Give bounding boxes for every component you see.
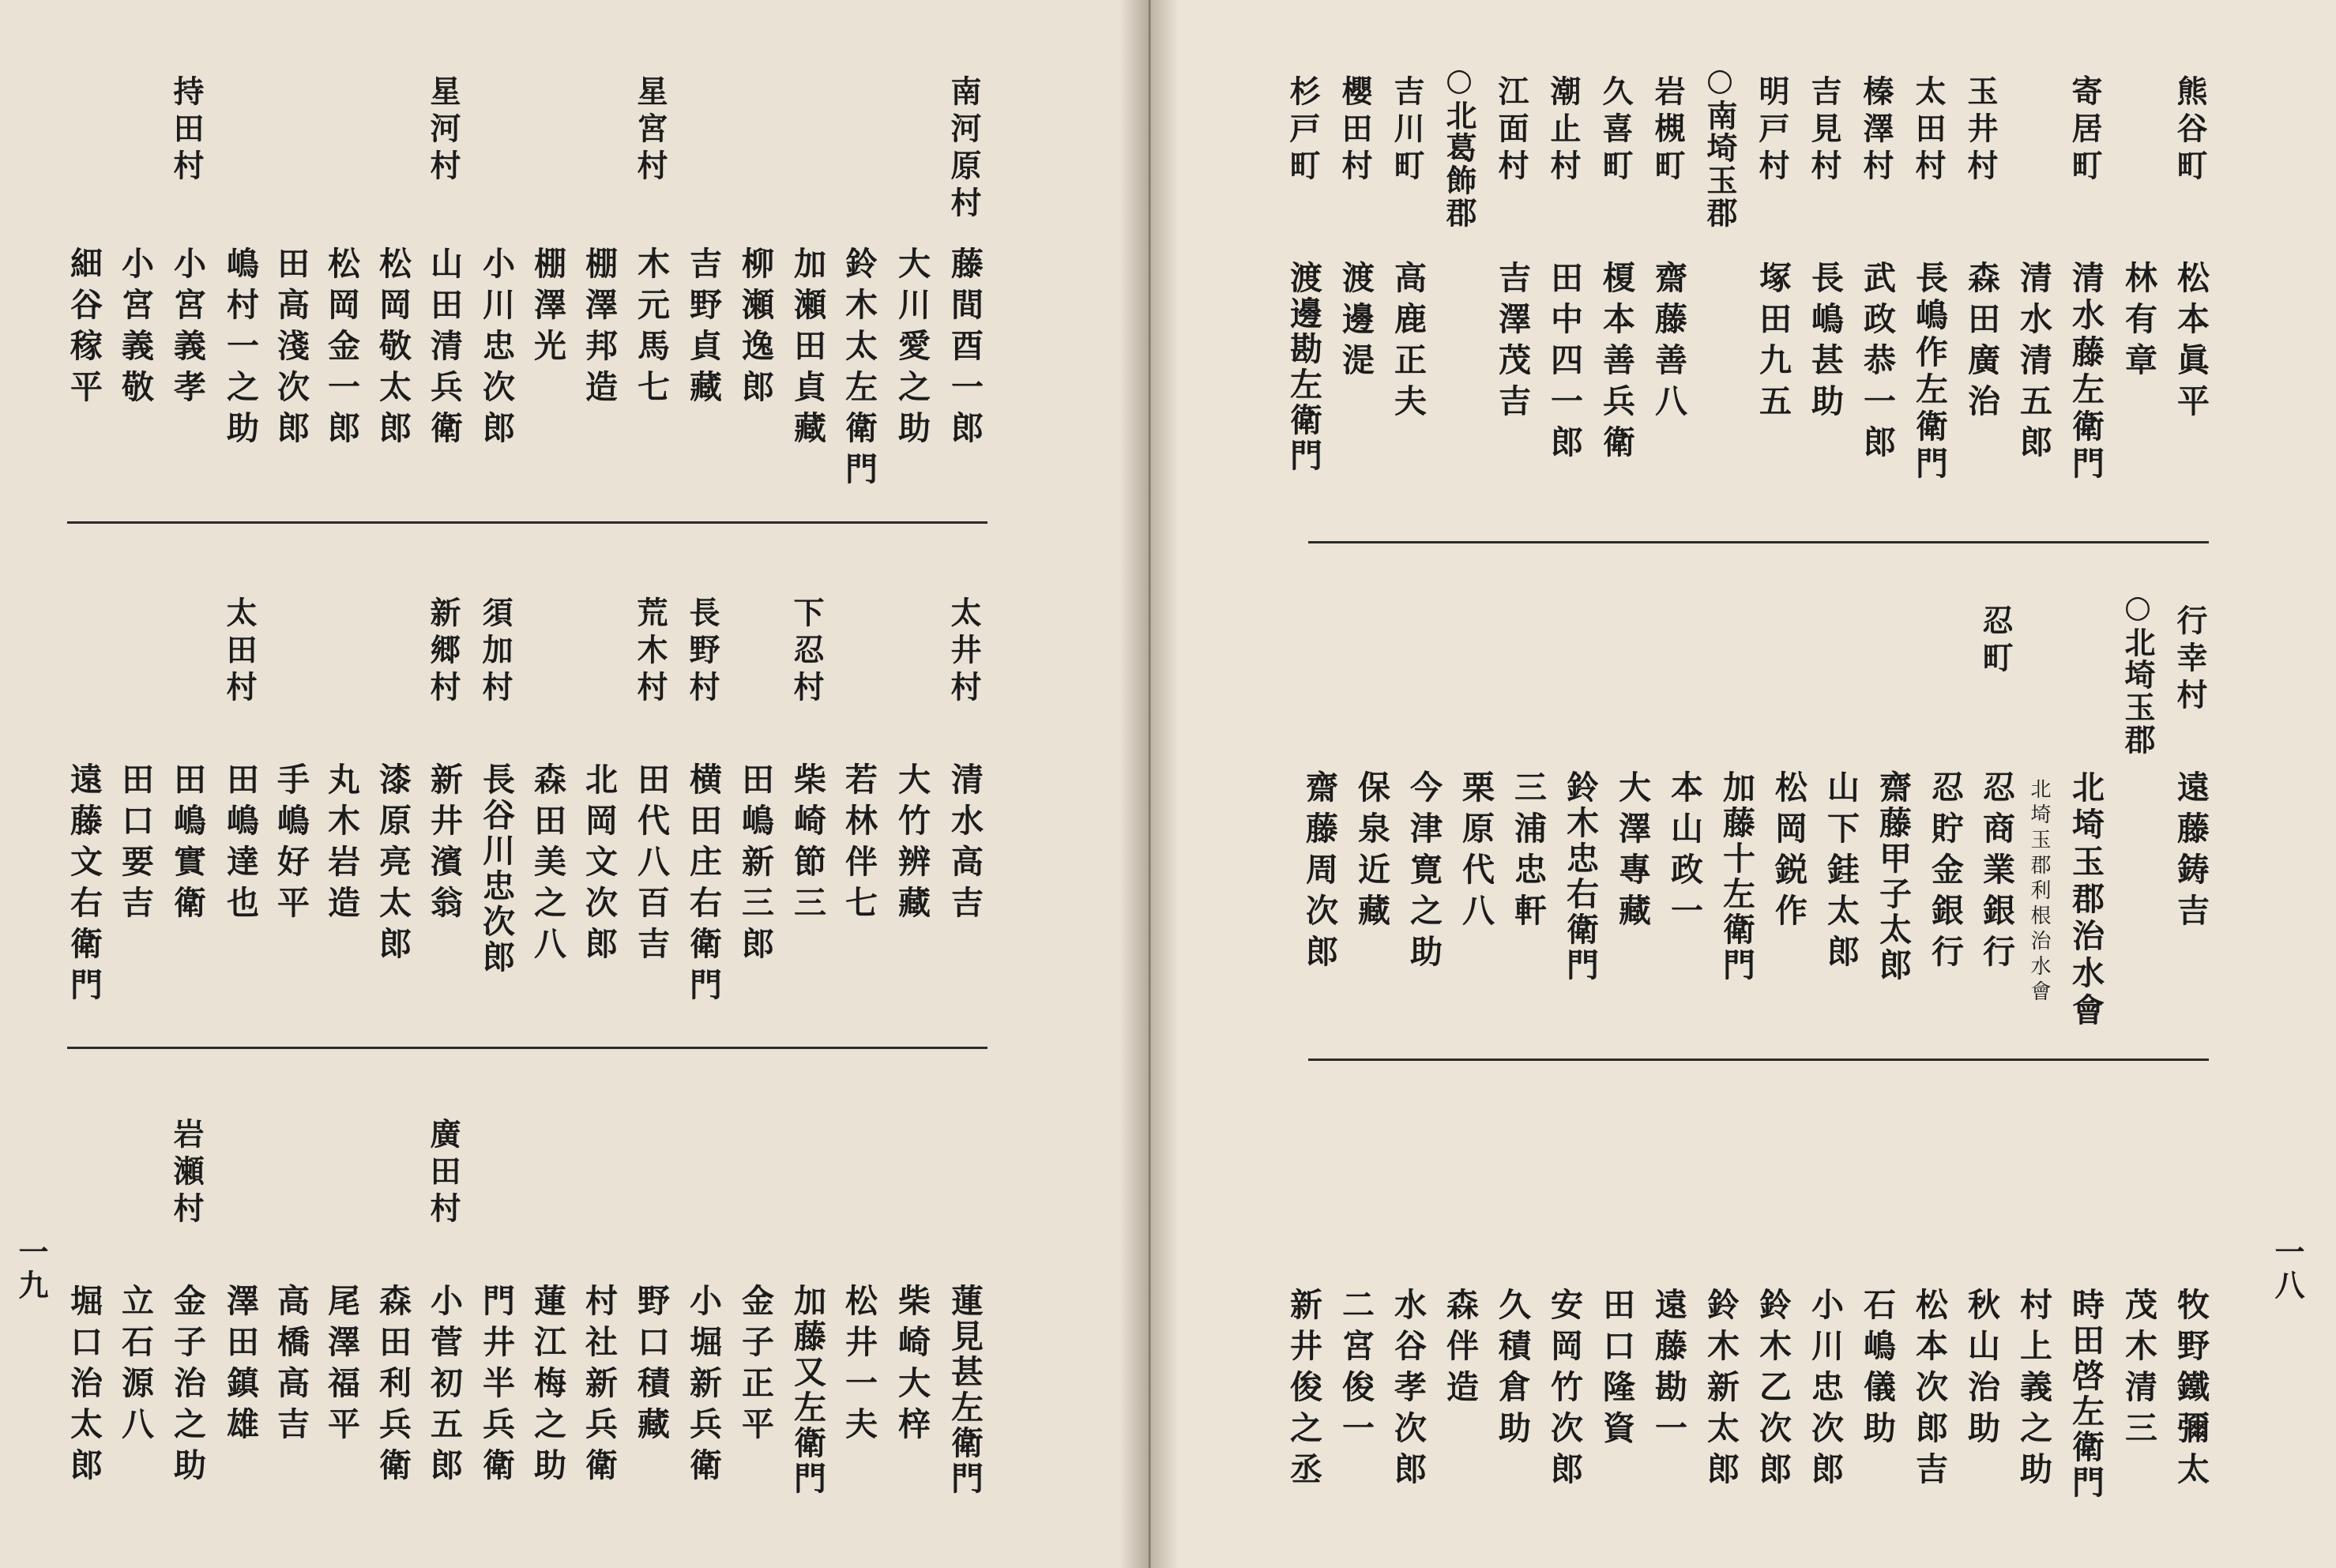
- person-name: 森伴造: [1441, 1288, 1479, 1411]
- person-name: 山下銈太郎: [1822, 770, 1860, 976]
- place-label: 新郷村: [425, 596, 461, 708]
- person-name: 柳瀬逸郎: [736, 246, 774, 411]
- place-label: 行幸村: [2172, 604, 2208, 716]
- place-label: 江面村: [1493, 75, 1529, 186]
- district-label: ○南埼玉郡: [1702, 62, 1738, 229]
- section-divider: [1308, 541, 2209, 543]
- page-number: 一九: [13, 1236, 49, 1303]
- person-name: 石嶋儀助: [1858, 1288, 1896, 1452]
- person-name: 清水藤左衛門: [2067, 261, 2105, 483]
- place-label: 下忍村: [788, 596, 825, 708]
- person-name: 小川忠次郎: [1806, 1288, 1844, 1493]
- person-name: 保泉近藏: [1352, 770, 1390, 934]
- person-name: 新井濱翁: [425, 762, 463, 927]
- person-name: 加藤十左衛門: [1717, 770, 1755, 983]
- section-divider: [67, 521, 987, 524]
- person-name: 加瀬田貞藏: [788, 246, 826, 452]
- person-name: 久積倉助: [1493, 1288, 1531, 1452]
- person-name: 小堀新兵衛: [684, 1284, 722, 1489]
- person-name: 新井俊之丞: [1285, 1288, 1322, 1493]
- person-name: 松井一夫: [840, 1284, 878, 1448]
- person-name: 田嶋新三郎: [736, 762, 774, 968]
- person-name: 高鹿正夫: [1389, 261, 1427, 425]
- person-name: 柴崎大梓: [893, 1284, 931, 1448]
- person-name: 田中四一郎: [1545, 261, 1583, 466]
- place-label: 太井村: [946, 596, 982, 708]
- person-name: 若林伴七: [840, 762, 878, 927]
- person-name: 塚田九五: [1754, 261, 1792, 425]
- section-divider: [1308, 1058, 2209, 1061]
- person-name: 田嶋實衛: [168, 762, 206, 927]
- person-name: 横田庄右衛門: [684, 762, 722, 1009]
- person-name: 鈴木新太郎: [1702, 1288, 1740, 1493]
- person-name: 小宮義孝: [168, 246, 206, 411]
- person-name: 林有章: [2120, 261, 2157, 384]
- person-name: 忍貯金銀行: [1926, 770, 1964, 976]
- person-name: 長嶋甚助: [1806, 261, 1844, 425]
- person-name: 秋山治助: [1962, 1288, 2000, 1452]
- person-name: 柴崎節三: [788, 762, 826, 927]
- place-label: 長野村: [684, 596, 720, 708]
- person-name: 栗原代八: [1457, 770, 1495, 934]
- person-name: 堀口治太郎: [65, 1284, 103, 1489]
- person-name: 村社新兵衛: [580, 1284, 618, 1489]
- place-label: 玉井村: [1962, 75, 1999, 186]
- person-name: 齋藤甲子太郎: [1874, 770, 1912, 983]
- person-name: 田代八百吉: [632, 762, 670, 968]
- person-name: 清水清五郎: [2014, 261, 2052, 466]
- person-name: 遠藤文右衛門: [65, 762, 103, 1009]
- person-name: 渡邊勘左衛門: [1285, 261, 1322, 474]
- person-name: 渡邊湜: [1337, 261, 1375, 384]
- person-name: 安岡竹次郎: [1545, 1288, 1583, 1493]
- place-label: 潮止村: [1545, 75, 1582, 186]
- place-label: 吉川町: [1389, 75, 1425, 186]
- district-label: ○北埼玉郡: [2120, 588, 2156, 756]
- person-name: 大川愛之助: [893, 246, 931, 452]
- person-name: 齋藤周次郎: [1300, 770, 1338, 976]
- person-name: 松本眞平: [2172, 261, 2210, 425]
- place-label: 櫻田村: [1337, 75, 1373, 186]
- person-name: 田口隆資: [1597, 1288, 1635, 1452]
- person-name: 北埼玉郡利根治水會: [2027, 778, 2051, 1006]
- place-label: 岩瀬村: [168, 1118, 205, 1229]
- person-name: 武政恭一郎: [1858, 261, 1896, 466]
- person-name: 尾澤福平: [322, 1284, 360, 1448]
- person-name: 吉澤茂吉: [1493, 261, 1531, 425]
- person-name: 田口要吉: [116, 762, 154, 927]
- person-name: 二宮俊一: [1337, 1288, 1375, 1452]
- person-name: 森田利兵衛: [374, 1284, 412, 1489]
- person-name: 森田美之八: [529, 762, 566, 968]
- person-name: 水谷孝次郎: [1389, 1288, 1427, 1493]
- person-name: 松岡金一郎: [322, 246, 360, 452]
- person-name: 小川忠次郎: [477, 246, 515, 452]
- person-name: 田高淺次郎: [272, 246, 310, 452]
- person-name: 遠藤鋳吉: [2172, 770, 2210, 934]
- person-name: 鈴木太左衛門: [840, 246, 878, 493]
- place-label: 忍町: [1977, 604, 2014, 679]
- place-label: 荒木村: [632, 596, 668, 708]
- left-page: [0, 0, 1150, 1568]
- person-name: 牧野鐵彌太: [2172, 1288, 2210, 1493]
- person-name: 立石源八: [116, 1284, 154, 1448]
- place-label: 岩槻町: [1649, 75, 1686, 186]
- person-name: 棚澤邦造: [580, 246, 618, 411]
- person-name: 長嶋作左衛門: [1910, 261, 1948, 483]
- person-name: 漆原亮太郎: [374, 762, 412, 968]
- person-name: 野口積藏: [632, 1284, 670, 1448]
- person-name: 金子正平: [736, 1284, 774, 1448]
- person-name: 嶋村一之助: [221, 246, 259, 452]
- place-label: 持田村: [168, 75, 205, 186]
- person-name: 時田啓左衛門: [2067, 1288, 2105, 1501]
- person-name: 小宮義敬: [116, 246, 154, 411]
- person-name: 松本次郎吉: [1910, 1288, 1948, 1493]
- person-name: 丸木岩造: [322, 762, 360, 927]
- person-name: 木元馬七: [632, 246, 670, 411]
- place-label: 太田村: [1910, 75, 1947, 186]
- person-name: 加藤又左衛門: [788, 1284, 826, 1497]
- place-label: 明戸村: [1754, 75, 1790, 186]
- person-name: 門井半兵衛: [477, 1284, 515, 1489]
- person-name: 蓮見甚左衛門: [946, 1284, 984, 1497]
- person-name: 金子治之助: [168, 1284, 206, 1489]
- person-name: 吉野貞藏: [684, 246, 722, 411]
- district-label: ○北葛飾郡: [1441, 62, 1477, 229]
- place-label: 杉戸町: [1285, 75, 1321, 186]
- person-name: 小菅初五郎: [425, 1284, 463, 1489]
- person-name: 清水高吉: [946, 762, 984, 927]
- right-page: [1150, 0, 2336, 1568]
- person-name: 村上義之助: [2014, 1288, 2052, 1493]
- person-name: 茂木清三: [2120, 1288, 2157, 1452]
- section-divider: [67, 1047, 987, 1049]
- person-name: 松岡敬太郎: [374, 246, 412, 452]
- person-name: 北岡文次郎: [580, 762, 618, 968]
- person-name: 棚澤光: [529, 246, 566, 370]
- person-name: 長谷川忠次郎: [477, 762, 515, 976]
- person-name: 大澤專藏: [1613, 770, 1651, 934]
- person-name: 遠藤勘一: [1649, 1288, 1687, 1452]
- place-label: 榛澤村: [1858, 75, 1894, 186]
- place-label: 熊谷町: [2172, 75, 2208, 186]
- page-number: 一八: [2270, 1236, 2305, 1303]
- person-name: 鈴木忠右衛門: [1561, 770, 1599, 983]
- person-name: 蓮江梅之助: [529, 1284, 566, 1489]
- person-name: 松岡鋭作: [1770, 770, 1807, 934]
- place-label: 南河原村: [946, 75, 982, 224]
- person-name: 北埼玉郡治水會: [2067, 770, 2105, 1030]
- person-name: 高橋高吉: [272, 1284, 310, 1448]
- person-name: 忍商業銀行: [1977, 770, 2015, 976]
- person-name: 今津寛之助: [1405, 770, 1443, 976]
- person-name: 森田廣治: [1962, 261, 2000, 425]
- book-gutter: [1120, 0, 1179, 1568]
- place-label: 星河村: [425, 75, 461, 186]
- person-name: 大竹辨藏: [893, 762, 931, 927]
- person-name: 藤間酉一郎: [946, 246, 984, 452]
- place-label: 太田村: [221, 596, 258, 708]
- place-label: 久喜町: [1597, 75, 1634, 186]
- place-label: 星宮村: [632, 75, 668, 186]
- person-name: 鈴木乙次郎: [1754, 1288, 1792, 1493]
- person-name: 榎本善兵衛: [1597, 261, 1635, 466]
- person-name: 手嶋好平: [272, 762, 310, 927]
- place-label: 寄居町: [2067, 75, 2103, 186]
- person-name: 三浦忠軒: [1509, 770, 1547, 934]
- place-label: 廣田村: [425, 1118, 461, 1229]
- person-name: 細谷稼平: [65, 246, 103, 411]
- person-name: 田嶋達也: [221, 762, 259, 927]
- person-name: 齋藤善八: [1649, 261, 1687, 425]
- person-name: 山田清兵衛: [425, 246, 463, 452]
- person-name: 澤田鎮雄: [221, 1284, 259, 1448]
- place-label: 須加村: [477, 596, 513, 708]
- person-name: 本山政一: [1665, 770, 1703, 934]
- place-label: 吉見村: [1806, 75, 1842, 186]
